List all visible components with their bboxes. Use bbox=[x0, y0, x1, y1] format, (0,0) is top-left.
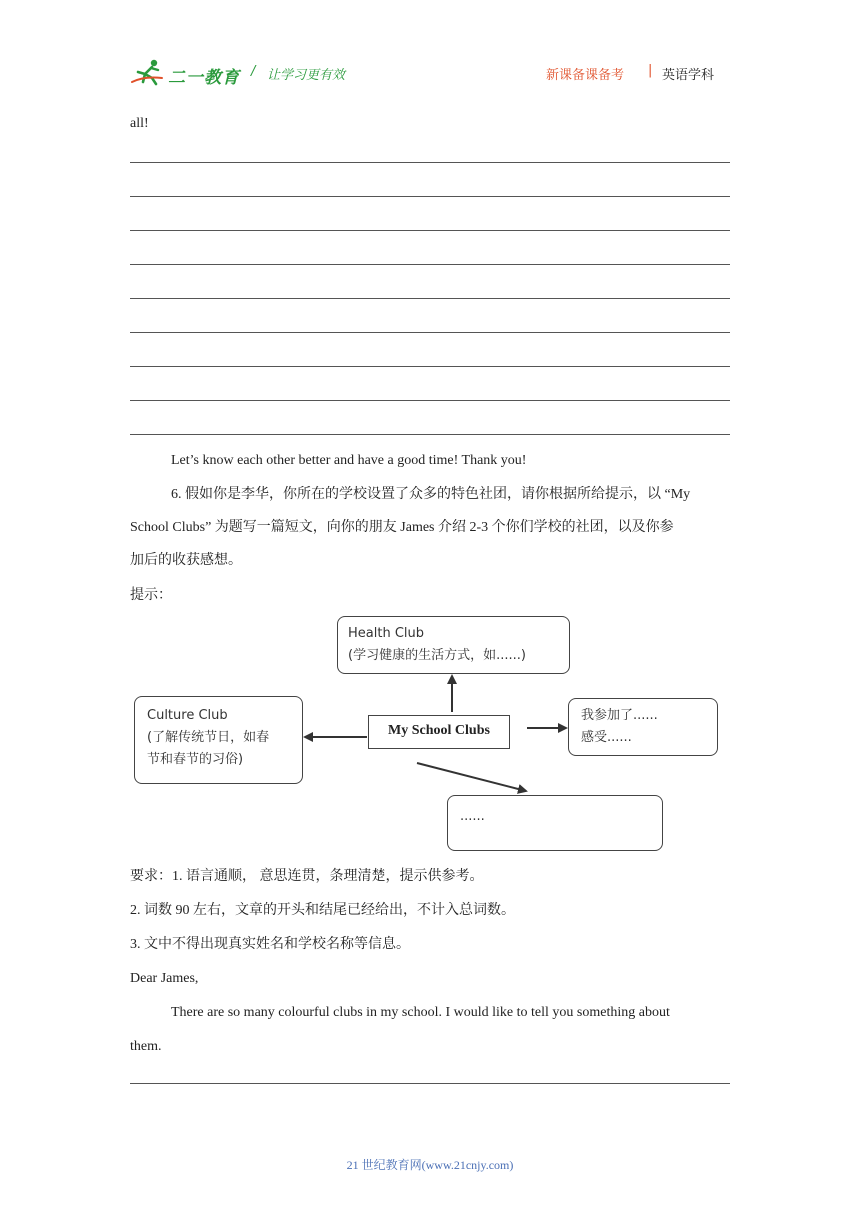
culture-club-box bbox=[134, 696, 303, 784]
culture-club-title: Culture Club bbox=[147, 708, 228, 723]
header-separator: | bbox=[648, 63, 653, 78]
header-slash: / bbox=[251, 64, 256, 79]
question-6-line-3: 加后的收获感想。 bbox=[130, 553, 242, 568]
joined-club-line-1: 我参加了...... bbox=[581, 708, 658, 723]
arrow-to-other bbox=[417, 763, 526, 791]
question-6-line-1: 6. 假如你是李华，你所在的学校设置了众多的特色社团，请你根据所给提示，以 “My bbox=[171, 487, 691, 502]
center-node: My School Clubs bbox=[368, 715, 510, 749]
culture-club-note-2: 节和春节的习俗) bbox=[147, 752, 244, 767]
header-subject-tag: 新课备课备考 bbox=[546, 68, 625, 83]
health-club-box bbox=[337, 616, 570, 674]
header-subject: 英语学科 bbox=[662, 68, 715, 83]
prev-essay-closing: Let’s know each other better and have a good time! Thank you! bbox=[171, 453, 527, 468]
health-club-title: Health Club bbox=[348, 626, 425, 641]
other-club-box bbox=[447, 795, 663, 851]
question-6-line-2: School Clubs” 为题写一篇短文，向你的朋友 James 介绍 2-3 个你们学校的社团，以及你参 bbox=[130, 520, 674, 535]
letter-salutation: Dear James, bbox=[130, 971, 199, 986]
logo-text: 二一教育 bbox=[168, 68, 240, 88]
letter-opening-2: them. bbox=[130, 1039, 162, 1054]
writing-line bbox=[130, 1083, 730, 1084]
header-slogan: 让学习更有效 bbox=[267, 68, 346, 83]
other-club-text: ...... bbox=[460, 809, 485, 824]
joined-club-line-2: 感受...... bbox=[581, 730, 632, 745]
requirement-3: 3. 文中不得出现真实姓名和学校名称等信息。 bbox=[130, 937, 410, 952]
health-club-note: (学习健康的生活方式，如......) bbox=[348, 648, 526, 663]
culture-club-note-1: (了解传统节日，如春 bbox=[147, 730, 270, 745]
requirement-1: 要求：1. 语言通顺， 意思连贯，条理清楚，提示供参考。 bbox=[130, 869, 484, 884]
footer-text: 21 世纪教育网(www.21cnjy.com) bbox=[346, 1158, 514, 1172]
prev-essay-end: all! bbox=[130, 116, 149, 131]
letter-opening-1: There are so many colourful clubs in my school. I would like to tell you something about bbox=[171, 1005, 670, 1020]
requirement-2: 2. 词数 90 左右，文章的开头和结尾已经给出，不计入总词数。 bbox=[130, 903, 515, 918]
joined-club-box bbox=[568, 698, 718, 756]
hint-label: 提示： bbox=[130, 588, 172, 603]
